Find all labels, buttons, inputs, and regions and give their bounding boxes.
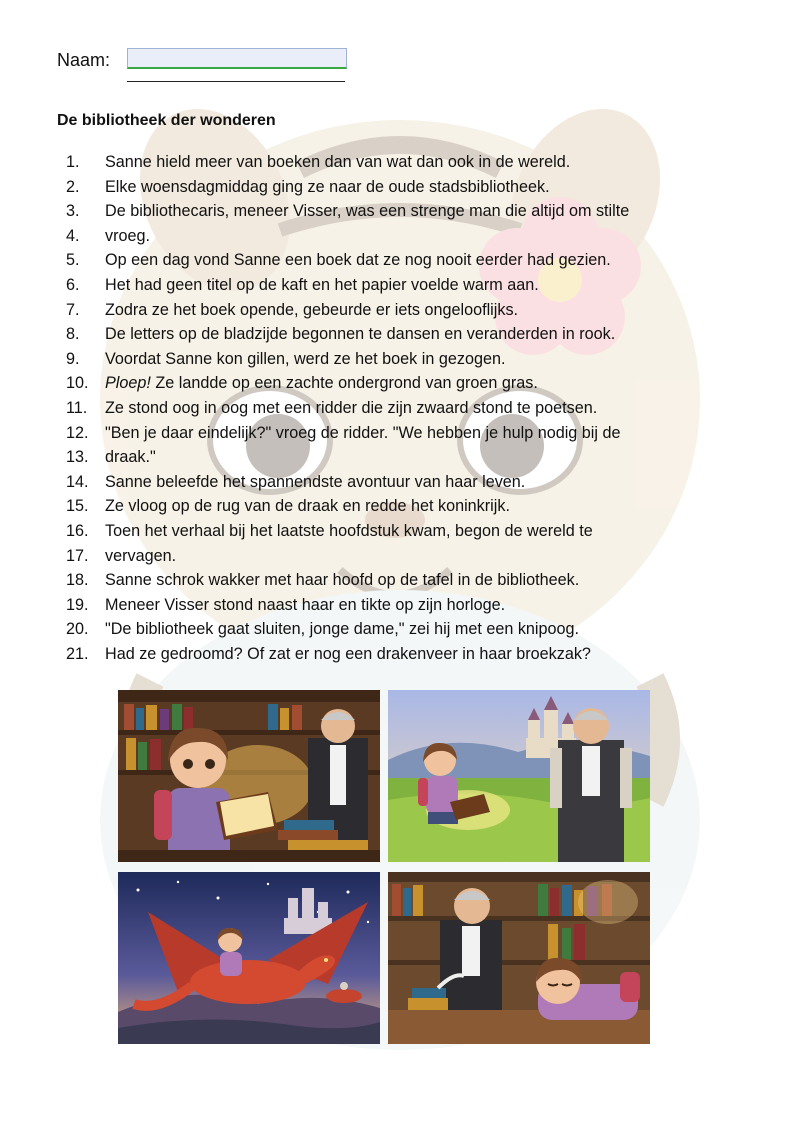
story-line <box>66 298 746 323</box>
story-line <box>66 617 746 642</box>
line-number: 14. <box>66 472 89 491</box>
story-lines <box>66 150 746 666</box>
line-number: 2. <box>66 177 80 196</box>
line-number: 21. <box>66 644 89 663</box>
story-line <box>66 199 746 224</box>
story-line <box>66 322 746 347</box>
line-text: vroeg. <box>105 226 150 245</box>
line-number: 8. <box>66 325 80 344</box>
line-number: 5. <box>66 251 80 270</box>
story-line <box>66 150 746 175</box>
line-text: De letters op de bladzijde begonnen te dansen en veranderden in rook. <box>105 325 616 344</box>
line-number: 1. <box>66 153 80 171</box>
story-line <box>66 396 746 421</box>
line-text: Ze vloog op de rug van de draak en redde het koninkrijk. <box>105 497 510 516</box>
line-text: Het had geen titel op de kaft en het papier voelde warm aan. <box>105 275 539 294</box>
story-line <box>66 568 746 593</box>
line-number: 11. <box>66 398 88 417</box>
illustration-grid <box>118 690 650 1044</box>
line-number: 16. <box>66 521 89 540</box>
line-text: Op een dag vond Sanne een boek dat ze nog nooit eerder had gezien. <box>105 251 611 270</box>
line-text: Sanne hield meer van boeken dan van wat dan ook in de wereld. <box>105 153 571 171</box>
illustration-dragon-flight <box>118 872 380 1044</box>
story-line <box>66 544 746 569</box>
line-text: Voordat Sanne kon gillen, werd ze het boek in gezogen. <box>105 349 506 368</box>
story-line <box>66 371 746 396</box>
line-text-rest: Ze landde op een zachte ondergrond van groen gras. <box>150 374 538 393</box>
illustration-asleep-library <box>388 872 650 1044</box>
line-text: "Ben je daar eindelijk?" vroeg de ridder. "We hebben je hulp nodig bij de <box>105 423 621 442</box>
story-line <box>66 224 746 249</box>
line-number: 20. <box>66 620 89 639</box>
line-number: 18. <box>66 571 89 590</box>
story-line <box>66 347 746 372</box>
line-text: Elke woensdagmiddag ging ze naar de oude stadsbibliotheek. <box>105 177 550 196</box>
line-text: Sanne schrok wakker met haar hoofd op de tafel in de bibliotheek. <box>105 571 580 590</box>
story-line <box>66 642 746 667</box>
name-input-field[interactable] <box>127 48 347 69</box>
line-number: 4. <box>66 226 80 245</box>
story-line <box>66 421 746 446</box>
line-number: 19. <box>66 595 89 614</box>
line-text <box>105 371 746 396</box>
line-text: draak." <box>105 448 156 467</box>
line-number: 9. <box>66 349 80 368</box>
line-number: 7. <box>66 300 80 319</box>
story-line <box>66 445 746 470</box>
story-line <box>66 519 746 544</box>
line-emphasis: Ploep! <box>105 374 151 393</box>
line-text: Sanne beleefde het spannendste avontuur van haar leven. <box>105 472 526 491</box>
line-text: Had ze gedroomd? Of zat er nog een drakenveer in haar broekzak? <box>105 644 591 663</box>
name-label: Naam: <box>57 50 111 70</box>
story-title: De bibliotheek der wonderen <box>57 112 276 129</box>
line-number: 17. <box>66 546 89 565</box>
story-line <box>66 470 746 495</box>
story-line <box>66 248 746 273</box>
line-text: vervagen. <box>105 546 177 565</box>
line-number: 3. <box>66 202 80 221</box>
line-text: Ze stond oog in oog met een ridder die zijn zwaard stond te poetsen. <box>105 398 598 417</box>
illustration-meadow-castle <box>388 690 650 862</box>
line-number: 12. <box>66 423 89 442</box>
line-text: Zodra ze het boek opende, gebeurde er iets ongelooflijks. <box>105 300 519 319</box>
story-line <box>66 593 746 618</box>
name-underline <box>127 81 345 82</box>
story-line <box>66 175 746 200</box>
illustration-library-book <box>118 690 380 862</box>
line-number: 6. <box>66 275 80 294</box>
line-number: 13. <box>66 448 89 467</box>
line-number: 10. <box>66 374 89 393</box>
line-text: De bibliothecaris, meneer Visser, was een strenge man die altijd om stilte <box>105 202 630 221</box>
story-line <box>66 273 746 298</box>
line-text: "De bibliotheek gaat sluiten, jonge dame," zei hij met een knipoog. <box>105 620 580 639</box>
story-line <box>66 494 746 519</box>
line-text: Toen het verhaal bij het laatste hoofdstuk kwam, begon de wereld te <box>105 521 593 540</box>
line-number: 15. <box>66 497 89 516</box>
line-text: Meneer Visser stond naast haar en tikte op zijn horloge. <box>105 595 506 614</box>
